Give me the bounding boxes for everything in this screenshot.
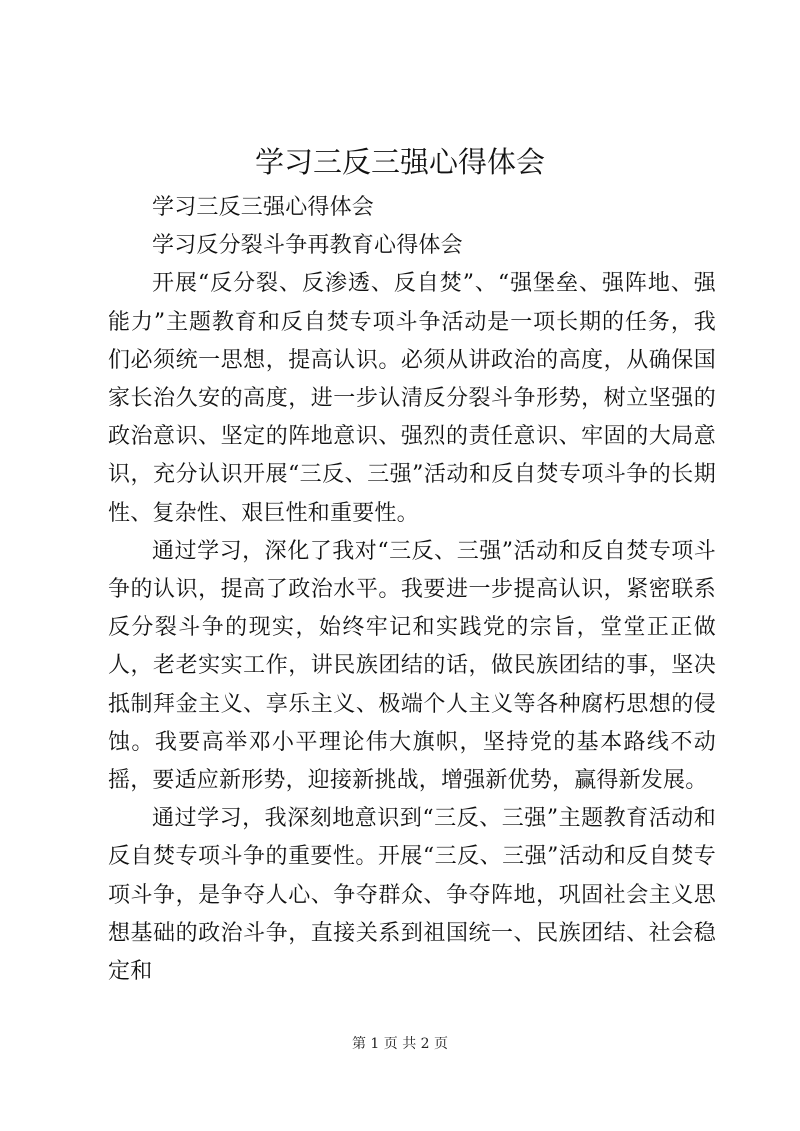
paragraph: 通过学习，我深刻地意识到“三反、三强”主题教育活动和反自焚专项斗争的重要性。开展“三反、三强”活动和反自焚专项斗争，是争夺人心、争夺群众、争夺阵地，巩固社会主义思想基础的政治斗争，直接关系到祖国统一、民族团结、社会稳定和 <box>108 806 716 985</box>
paragraph: 学习三反三强心得体会 <box>152 195 375 220</box>
page-footer: 第 1 页 共 2 页 <box>351 1036 449 1052</box>
document-title: 学习三反三强心得体会 <box>254 145 545 179</box>
paragraph: 学习反分裂斗争再教育心得体会 <box>152 233 463 259</box>
paragraph: 通过学习，深化了我对“三反、三强”活动和反自焚专项斗争的认识，提高了政治水平。我要进一步提高认识，紧密联系反分裂斗争的现实，始终牢记和实践党的宗旨，堂堂正正做人，老老实实工作，讲民族团结的话，做民族团结的事，坚决抵制拜金主义、享乐主义、极端个人主义等各种腐朽思想的侵蚀。我要高举邓小平理论伟大旗帜，坚持党的基本路线不动摇，要适应新形势，迎接新挑战，增强新优势，赢得新发展。 <box>108 538 716 794</box>
paragraph: 开展“反分裂、反渗透、反自焚”、“强堡垒、强阵地、强能力”主题教育和反自焚专项斗争活动是一项长期的任务，我们必须统一思想，提高认识。必须从讲政治的高度，从确保国家长治久安的高度，进一步认清反分裂斗争形势，树立坚强的政治意识、坚定的阵地意识、强烈的责任意识、牢固的大局意识，充分认识开展“三反、三强”活动和反自焚专项斗争的长期性、复杂性、艰巨性和重要性。 <box>108 271 716 526</box>
document-body <box>108 189 716 991</box>
